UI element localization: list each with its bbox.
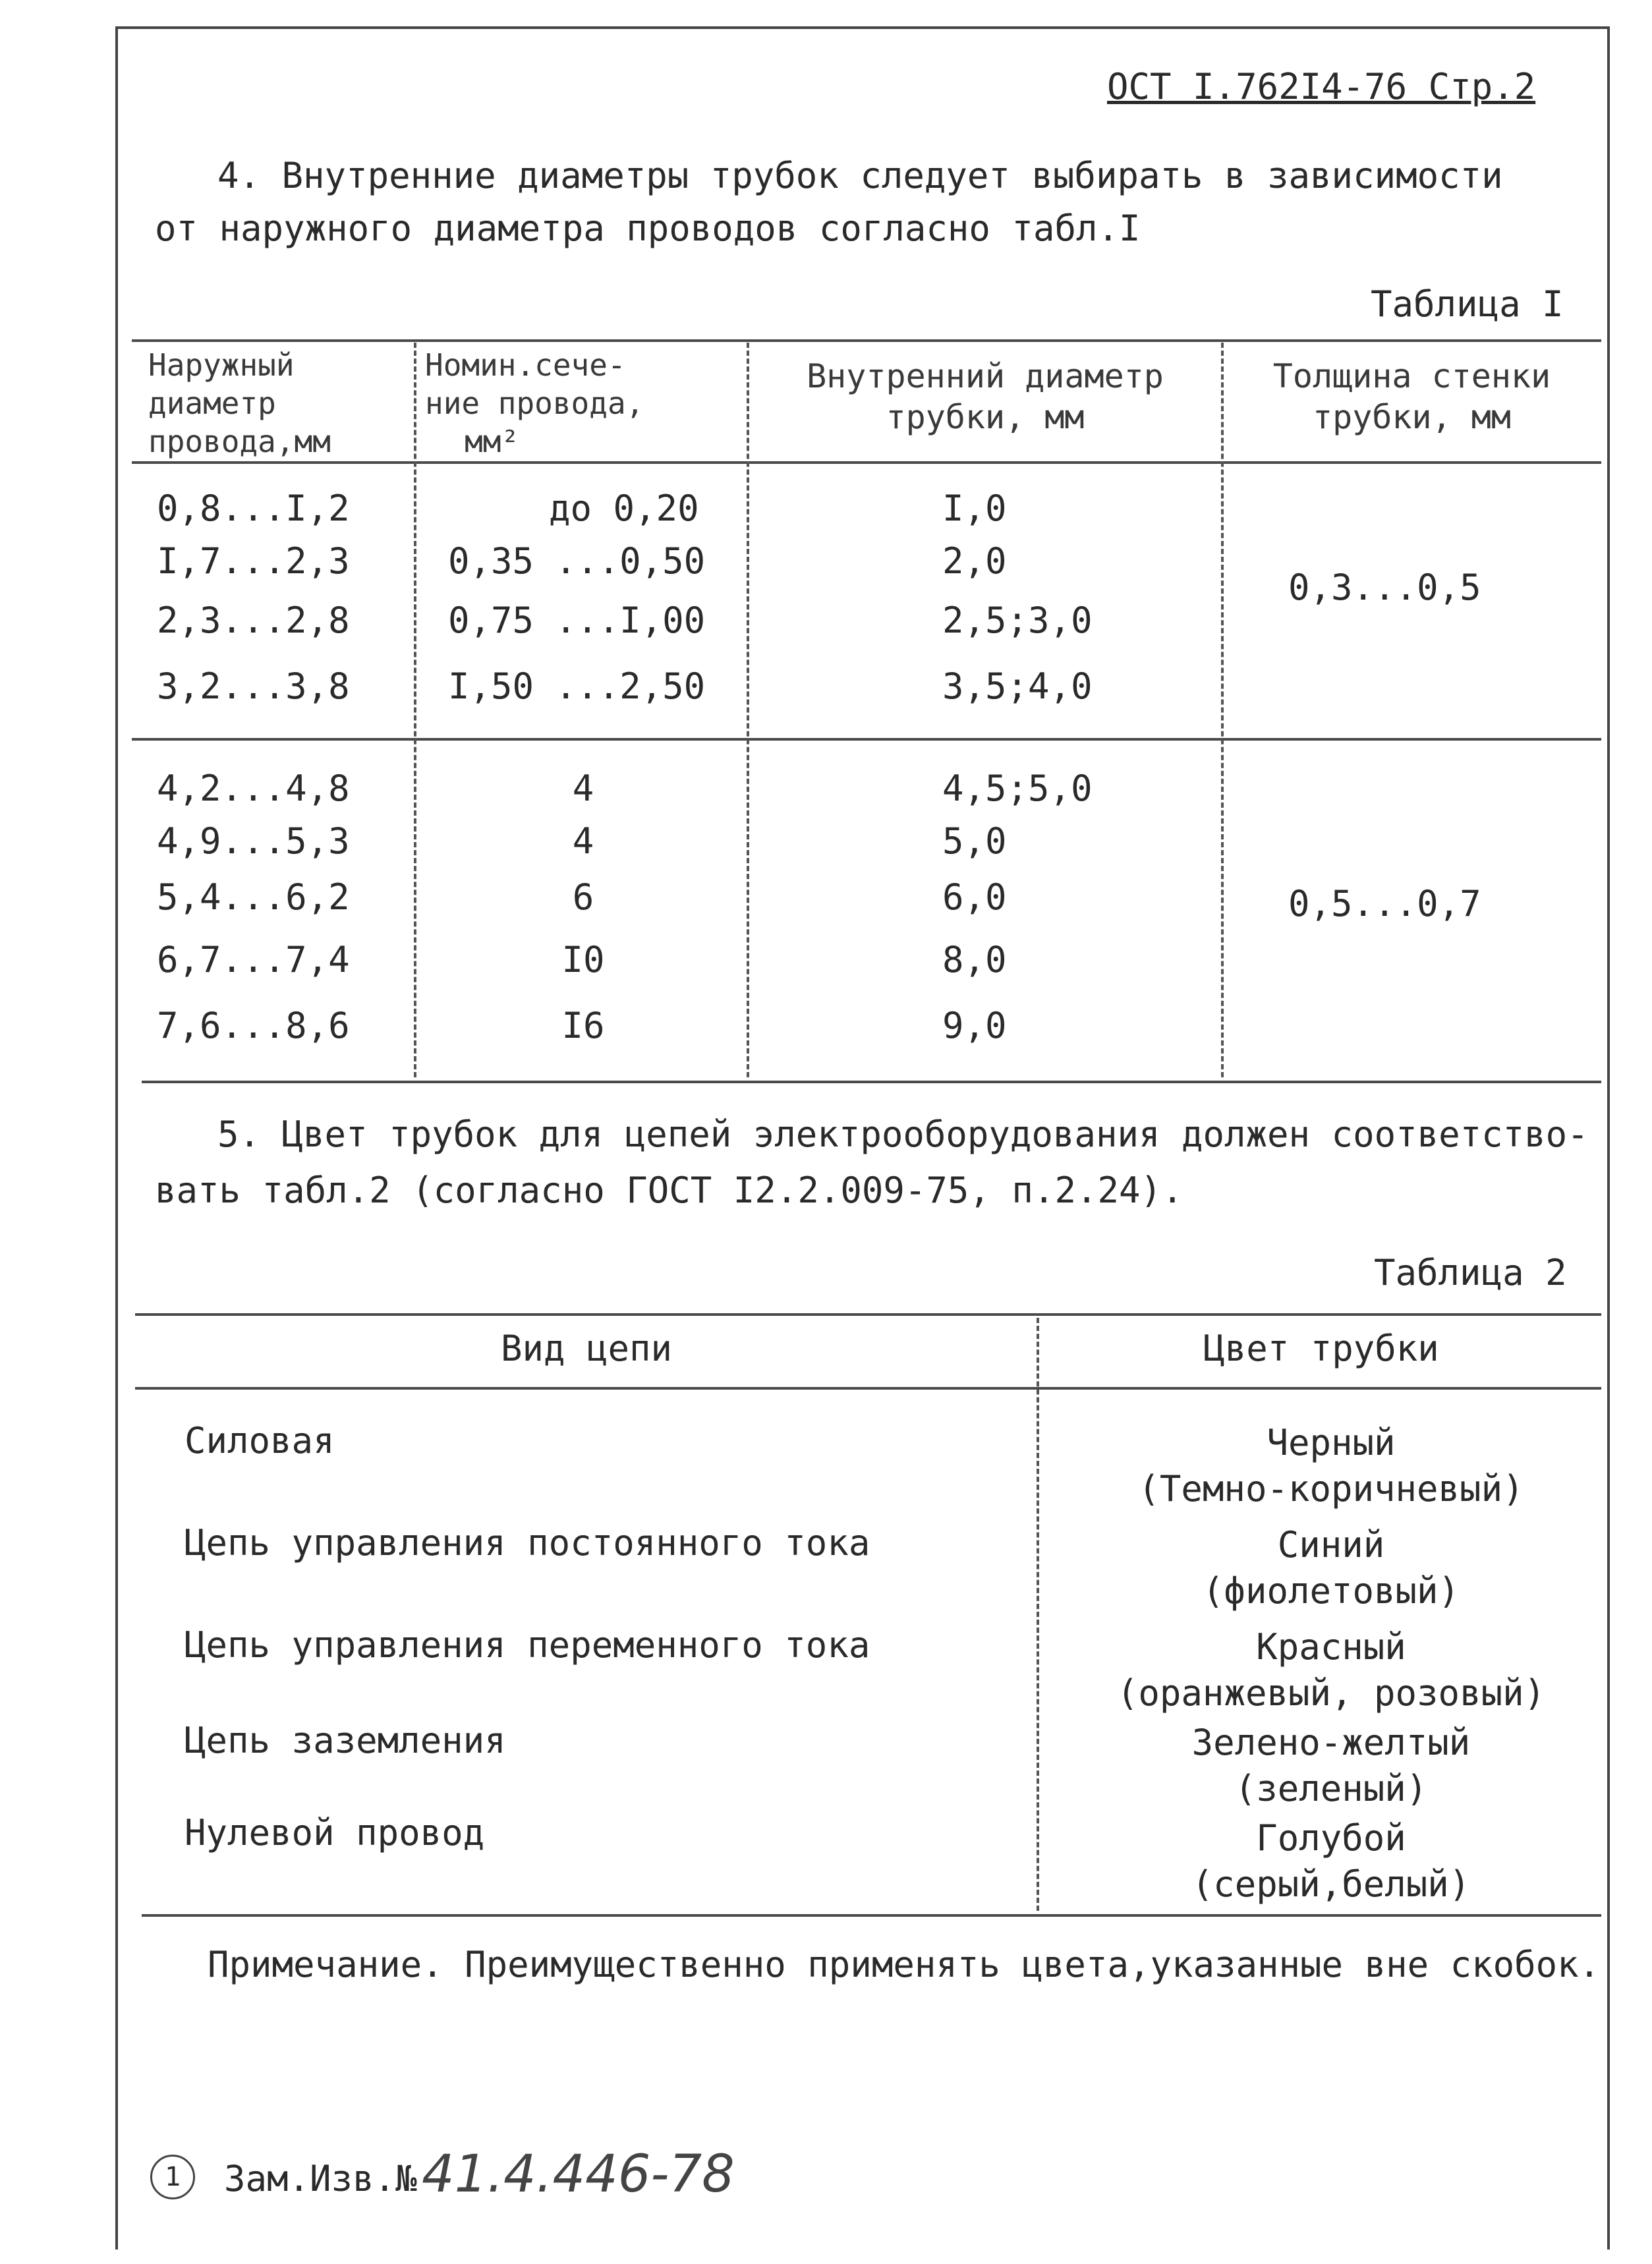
- t1-header-section: [425, 346, 644, 461]
- t1-header-section-l3: мм²: [465, 424, 520, 459]
- table1-top-border: [132, 339, 1601, 342]
- t1-g1-r3-section: 0,75 ...I,00: [448, 600, 706, 641]
- table1-caption: Таблица I: [1371, 283, 1564, 325]
- t1-header-outer-l1: Наружный: [148, 347, 295, 383]
- t1-header-outer-l3: провода,мм: [148, 424, 331, 459]
- t1-g1-r4-inner: 3,5;4,0: [942, 665, 1093, 707]
- t1-g2-r3-outer: 5,4...6,2: [157, 876, 350, 918]
- t2-r3-color: [1048, 1624, 1614, 1716]
- table2-caption: Таблица 2: [1374, 1252, 1567, 1293]
- t1-g2-r5-section: I6: [561, 1005, 605, 1046]
- t1-header-inner-l1: Внутренний диаметр: [807, 357, 1164, 395]
- t2-r5-circuit: Нулевой провод: [185, 1812, 485, 1854]
- t2-r5-color-main: Голубой: [1256, 1817, 1406, 1859]
- t1-header-outer: [148, 346, 331, 461]
- t1-g1-wall: 0,3...0,5: [1288, 567, 1481, 608]
- t2-r3-color-alt: (оранжевый, розовый): [1116, 1672, 1546, 1714]
- t2-r2-circuit: Цепь управления постоянного тока: [185, 1522, 870, 1564]
- table1-header-border: [132, 461, 1601, 464]
- table2-col-divider: [1037, 1318, 1039, 1911]
- t2-r3-color-main: Красный: [1256, 1626, 1406, 1668]
- t2-r4-color-main: Зелено-желтый: [1191, 1722, 1471, 1763]
- t2-r4-circuit: Цепь заземления: [185, 1720, 506, 1761]
- t1-g1-r1-inner: I,0: [942, 488, 1007, 529]
- t2-r4-color-alt: (зеленый): [1234, 1768, 1428, 1809]
- t1-g2-r1-inner: 4,5;5,0: [942, 768, 1093, 809]
- t2-r1-color-alt: (Темно-коричневый): [1138, 1468, 1524, 1510]
- t1-g1-r4-section: I,50 ...2,50: [448, 665, 706, 707]
- change-mark-circle: 1: [150, 2155, 195, 2199]
- table1-col-divider-3: [1221, 343, 1224, 1077]
- doc-reference: ОСТ I.762I4-76 Стр.2: [1107, 66, 1536, 107]
- t2-r2-color: [1048, 1522, 1614, 1614]
- t1-g1-r3-outer: 2,3...2,8: [157, 600, 350, 641]
- t2-r1-circuit: Силовая: [185, 1420, 335, 1461]
- t1-g1-r4-outer: 3,2...3,8: [157, 665, 350, 707]
- t1-g2-r4-outer: 6,7...7,4: [157, 939, 350, 980]
- t1-g2-r3-section: 6: [572, 876, 594, 918]
- t1-g2-r4-inner: 8,0: [942, 939, 1007, 980]
- t1-g1-r2-inner: 2,0: [942, 540, 1007, 582]
- table1-group-divider: [132, 738, 1601, 741]
- t1-g2-r2-section: 4: [572, 820, 594, 862]
- t1-g1-r2-section: 0,35 ...0,50: [448, 540, 706, 582]
- t1-g2-r2-outer: 4,9...5,3: [157, 820, 350, 862]
- para5-line1: 5. Цвет трубок для цепей электрооборудования должен соответство-: [217, 1114, 1589, 1155]
- t1-header-section-l1: Номин.сече-: [425, 347, 626, 383]
- t2-r2-color-main: Синий: [1277, 1524, 1385, 1566]
- note: Примечание. Преимущественно применять цвета,указанные вне скобок.: [208, 1944, 1601, 1985]
- t1-header-wall-l1: Толщина стенки: [1272, 357, 1551, 395]
- t2-header-circuit: Вид цепи: [500, 1328, 673, 1369]
- para4-line1: 4. Внутренние диаметры трубок следует выбирать в зависимости: [217, 155, 1503, 196]
- t1-g2-r1-section: 4: [572, 768, 594, 809]
- t1-g1-r2-outer: I,7...2,3: [157, 540, 350, 582]
- t1-header-wall-l2: трубки, мм: [1312, 398, 1512, 436]
- t2-r1-color-main: Черный: [1267, 1422, 1396, 1463]
- t1-g2-r1-outer: 4,2...4,8: [157, 768, 350, 809]
- change-number: 41.4.446-78: [422, 2145, 735, 2204]
- t1-header-outer-l2: диаметр: [148, 385, 276, 421]
- table2-bottom-border: [142, 1914, 1601, 1917]
- table1-col-divider-2: [747, 343, 749, 1077]
- para4-line2: от наружного диаметра проводов согласно табл.I: [155, 208, 1141, 249]
- t2-r3-circuit: Цепь управления переменного тока: [185, 1624, 870, 1666]
- t1-g2-r3-inner: 6,0: [942, 876, 1007, 918]
- t1-g2-r2-inner: 5,0: [942, 820, 1007, 862]
- t1-header-inner-l2: трубки, мм: [886, 398, 1085, 436]
- change-label: Зам.Изв.№: [224, 2158, 417, 2199]
- t1-g2-r4-section: I0: [561, 939, 605, 980]
- table2-top-border: [135, 1313, 1601, 1316]
- table2-header-border: [135, 1387, 1601, 1390]
- t1-g1-r3-inner: 2,5;3,0: [942, 600, 1093, 641]
- t1-g1-r1-section: до 0,20: [549, 488, 699, 529]
- t2-r4-color: [1048, 1720, 1614, 1812]
- t2-r1-color: [1048, 1420, 1614, 1512]
- t1-g2-wall: 0,5...0,7: [1288, 883, 1481, 924]
- t1-g2-r5-outer: 7,6...8,6: [157, 1005, 350, 1046]
- t1-header-inner: [751, 356, 1219, 438]
- t1-header-wall: [1226, 356, 1598, 438]
- table1-col-divider-1: [414, 343, 416, 1077]
- t2-header-color: Цвет трубки: [1203, 1328, 1439, 1369]
- para5-line2: вать табл.2 (согласно ГОСТ I2.2.009-75, п.2.24).: [155, 1170, 1183, 1211]
- t1-g1-r1-outer: 0,8...I,2: [157, 488, 350, 529]
- table1-bottom-border: [142, 1081, 1601, 1083]
- t2-r5-color-alt: (серый,белый): [1191, 1863, 1471, 1905]
- t2-r2-color-alt: (фиолетовый): [1202, 1570, 1460, 1612]
- t2-r5-color: [1048, 1815, 1614, 1908]
- t1-header-section-l2: ние провода,: [425, 385, 644, 421]
- t1-g2-r5-inner: 9,0: [942, 1005, 1007, 1046]
